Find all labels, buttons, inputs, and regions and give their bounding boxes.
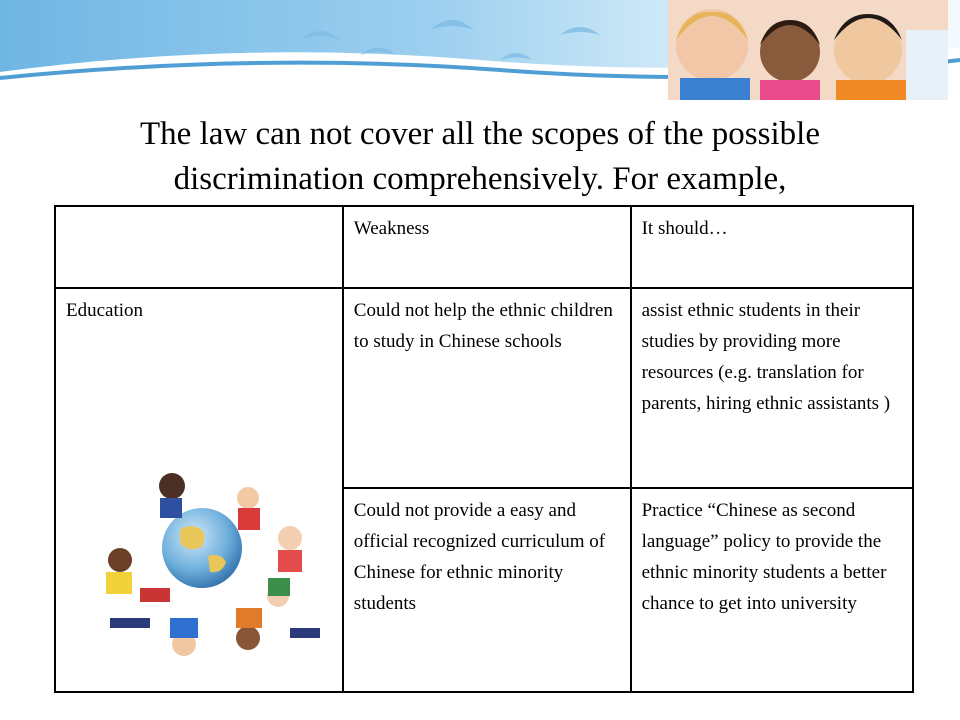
header-cell-empty	[55, 206, 343, 288]
globe-icon	[162, 508, 242, 588]
weakness-cell: Could not provide a easy and official recognized curriculum of Chinese for ethnic minority students	[343, 488, 631, 692]
header-cell-weakness: Weakness	[343, 206, 631, 288]
table-row	[55, 288, 913, 488]
header-cell-should: It should…	[631, 206, 913, 288]
should-cell: assist ethnic students in their studies by providing more resources (e.g. translation for parents, hiring ethnic assistants )	[631, 288, 913, 488]
banner-graphic	[0, 0, 960, 105]
category-label: Education	[66, 300, 144, 321]
header-banner	[0, 0, 960, 105]
title-line-2: discrimination comprehensively. For example,	[173, 161, 787, 197]
globe-kids-graphic	[80, 468, 332, 673]
title-line-1: The law can not cover all the scopes of the possible	[140, 116, 820, 152]
slide-title	[60, 112, 900, 202]
should-cell: Practice “Chinese as second language” policy to provide the ethnic minority students a better chance to get into university	[631, 488, 913, 692]
weakness-cell: Could not help the ethnic children to study in Chinese schools	[343, 288, 631, 488]
table-header-row	[55, 206, 913, 288]
children-photo	[668, 0, 948, 100]
children-globe-illustration	[80, 468, 332, 673]
